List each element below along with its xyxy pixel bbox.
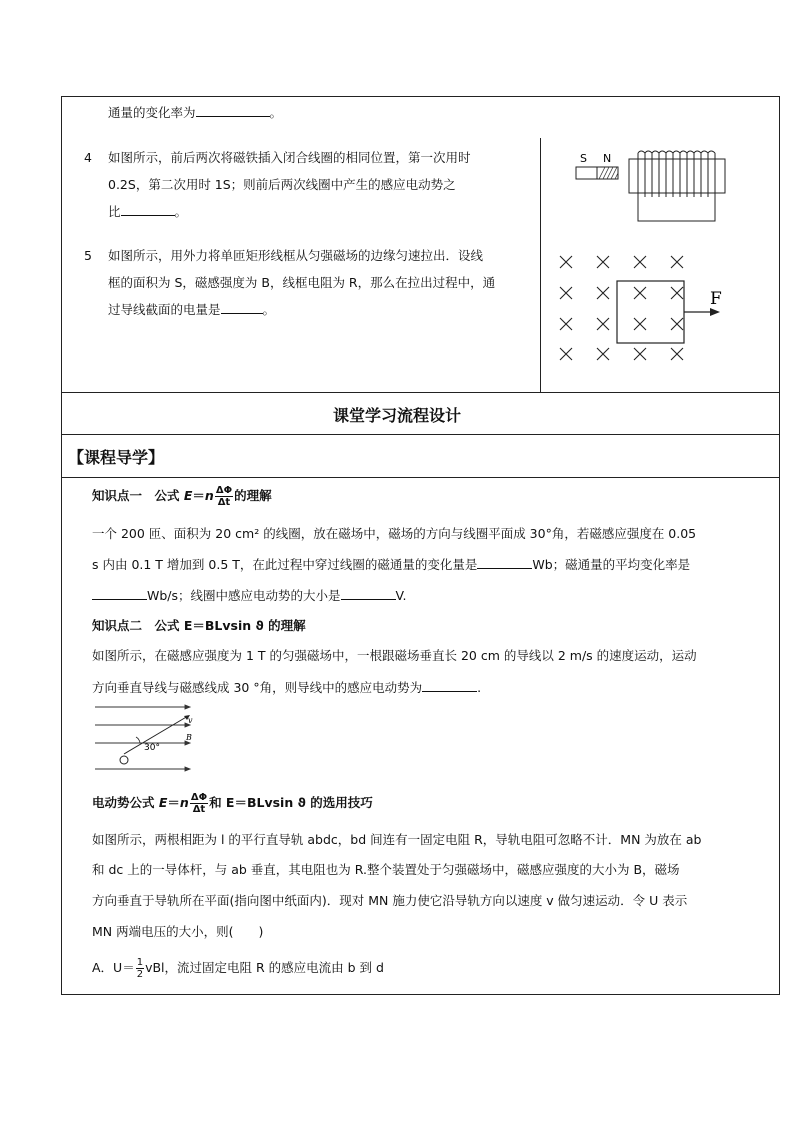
k3-para-1: 如图所示，两根相距为 l 的平行直导轨 abdc，bd 间连有一固定电阻 R，导轨电阻可忽略不计．MN 为放在 ab bbox=[92, 832, 702, 847]
k3-title: 电动势公式 E＝n $\frac{\Delta\Phi}{\Delta t}$ 和 E＝BLvsin ϑ 的选用技巧 bbox=[92, 792, 373, 815]
k3-para-2: 和 dc 上的一导体杆，与 ab 垂直，其电阻也为 R.整个装置处于匀强磁场中，磁感应强度的大小为 B，磁场 bbox=[92, 862, 680, 877]
q5-line-2: 框的面积为 S，磁感强度为 B，线框电阻为 R，那么在拉出过程中，通 bbox=[108, 275, 496, 290]
q5-line-1: 如图所示，用外力将单匝矩形线框从匀强磁场的边缘匀速拉出．设线 bbox=[108, 248, 484, 263]
q4-line-1: 如图所示，前后两次将磁铁插入闭合线圈的相同位置，第一次用时 bbox=[108, 150, 471, 165]
field-b-label: B bbox=[186, 733, 192, 742]
column-divider bbox=[540, 138, 541, 392]
k1-title: 知识点一 公式 E＝n $\frac{\Delta\Phi}{\Delta t}$ 的理解 bbox=[92, 485, 272, 508]
rule-1 bbox=[61, 392, 780, 393]
rule-2 bbox=[61, 434, 780, 435]
q4-number: 4 bbox=[84, 150, 92, 165]
magnet-s-label: S bbox=[580, 152, 587, 165]
velocity-label: v bbox=[188, 716, 193, 725]
field-crosses bbox=[560, 256, 683, 360]
q5-number: 5 bbox=[84, 248, 92, 263]
magnet-n-label: N bbox=[603, 152, 612, 165]
k2-para-2: 方向垂直导线与磁感线成 30 °角，则导线中的感应电动势为 . bbox=[92, 680, 482, 695]
q3-tail: 通量的变化率为 。 bbox=[108, 105, 283, 120]
k1-para-2: s 内由 0.1 T 增加到 0.5 T，在此过程中穿过线圈的磁通量的变化量是 Wb；磁通量的平均变化率是 bbox=[92, 557, 691, 572]
rod-end bbox=[120, 756, 128, 764]
guide-header: 【课程导学】 bbox=[68, 448, 165, 467]
option-a: A．U＝ $\frac{1}{2}$ vBl，流过固定电阻 R 的感应电流由 b 到 d bbox=[92, 957, 384, 980]
q5-line-3: 过导线截面的电量是 。 bbox=[108, 302, 276, 317]
angle-label: 30° bbox=[144, 743, 160, 753]
k3-para-3: 方向垂直于导轨所在平面(指向图中纸面内)．现对 MN 施力使它沿导轨方向以速度 v 做匀速运动．令 U 表示 bbox=[92, 893, 688, 908]
magnet-coil-figure bbox=[572, 145, 732, 227]
k2-title: 知识点二 公式 E＝BLvsin ϑ 的理解 bbox=[92, 618, 306, 633]
q4-line-2: 0.2S，第二次用时 1S；则前后两次线圈中产生的感应电动势之 bbox=[108, 177, 456, 192]
coil-return-wire bbox=[638, 197, 715, 221]
force-label: F bbox=[710, 289, 722, 309]
k3-para-4: MN 两端电压的大小，则( ) bbox=[92, 924, 264, 939]
k2-para-1: 如图所示，在磁感应强度为 1 T 的匀强磁场中，一根跟磁场垂直长 20 cm 的导线以 2 m/s 的速度运动，运动 bbox=[92, 648, 697, 663]
section-title: 课堂学习流程设计 bbox=[332, 406, 461, 425]
conductor-figure bbox=[92, 702, 202, 774]
coil-body bbox=[629, 159, 725, 193]
k1-para-1: 一个 200 匝、面积为 20 cm² 的线圈，放在磁场中，磁场的方向与线圈平面成 30°角，若磁感应强度在 0.05 bbox=[92, 526, 697, 541]
field-frame-figure bbox=[552, 248, 732, 368]
rule-3 bbox=[61, 477, 780, 478]
q4-line-3: 比 。 bbox=[108, 204, 188, 219]
k1-para-3: Wb/s；线圈中感应电动势的大小是 V. bbox=[92, 587, 406, 605]
